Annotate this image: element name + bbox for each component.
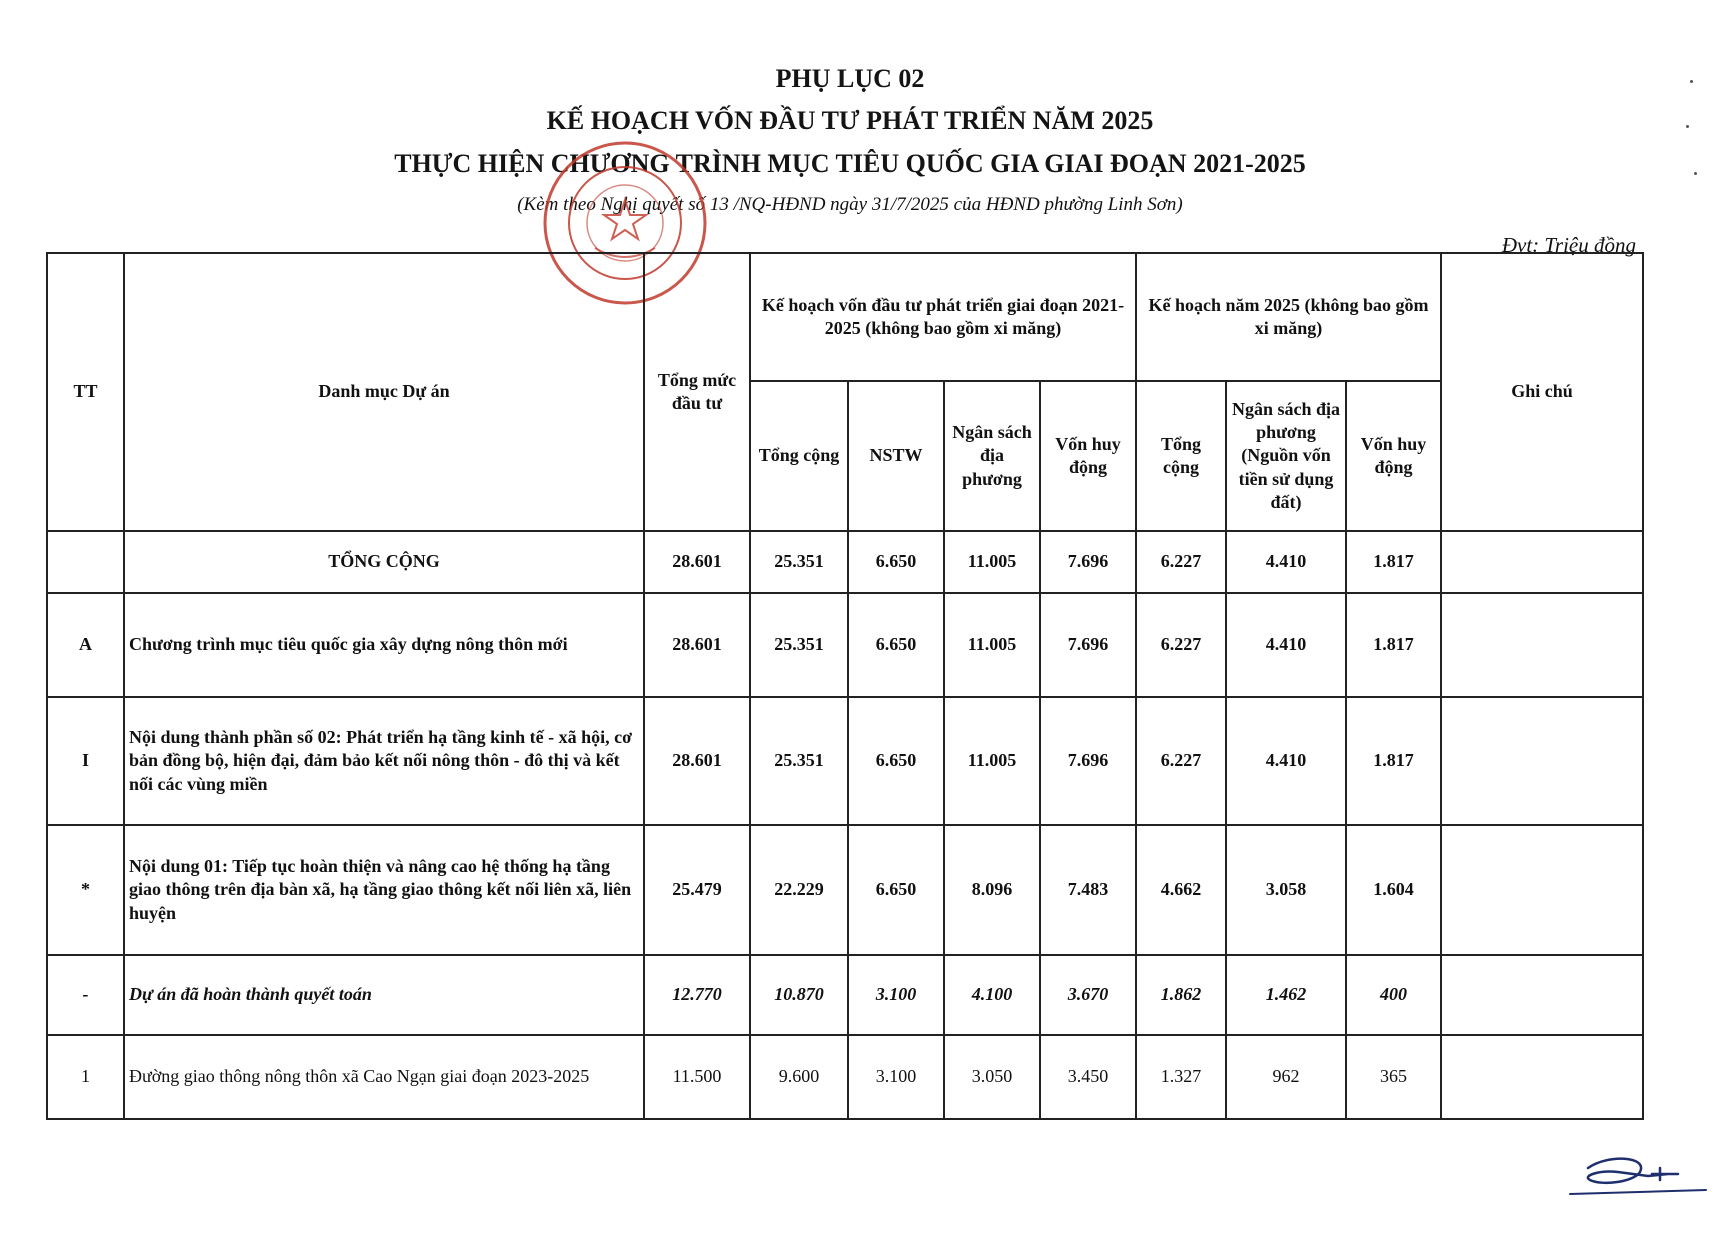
cell-g1-total: 25.351 xyxy=(750,531,848,593)
plan-title: KẾ HOẠCH VỐN ĐẦU TƯ PHÁT TRIỂN NĂM 2025 xyxy=(546,106,1154,135)
cell-g1-nstw: 6.650 xyxy=(848,593,944,697)
table-row-grand-total xyxy=(47,531,1643,593)
cell-note xyxy=(1441,955,1643,1035)
cell-g1-nstw: 3.100 xyxy=(848,955,944,1035)
cell-g1-local: 11.005 xyxy=(944,697,1040,825)
cell-total-investment: 11.500 xyxy=(644,1035,750,1119)
cell-g1-mobilized: 7.696 xyxy=(1040,697,1136,825)
header-g1-mobilized: Vốn huy động xyxy=(1040,381,1136,531)
header-g2-total: Tổng cộng xyxy=(1136,381,1226,531)
cell-tt: 1 xyxy=(47,1035,124,1119)
cell-g1-total: 10.870 xyxy=(750,955,848,1035)
scan-speck xyxy=(1686,125,1689,128)
cell-g1-mobilized: 7.696 xyxy=(1040,531,1136,593)
cell-g1-local: 3.050 xyxy=(944,1035,1040,1119)
cell-g1-nstw: 6.650 xyxy=(848,825,944,955)
header-project-list: Danh mục Dự án xyxy=(124,253,644,531)
table-row xyxy=(47,697,1643,825)
cell-g2-total: 6.227 xyxy=(1136,593,1226,697)
table-row xyxy=(47,955,1643,1035)
header-plan-2025: Kế hoạch năm 2025 (không bao gồm xi măng) xyxy=(1136,253,1441,381)
cell-g2-local: 4.410 xyxy=(1226,697,1346,825)
cell-project-name: Nội dung thành phần số 02: Phát triển hạ tầng kinh tế - xã hội, cơ bản đồng bộ, hiện đại, đảm bảo kết nối nông thôn - đô thị và kết nối các vùng miền xyxy=(124,697,644,825)
program-title: THỰC HIỆN CHƯƠNG TRÌNH MỤC TIÊU QUỐC GIA GIAI ĐOẠN 2021-2025 xyxy=(394,149,1306,178)
cell-total-investment: 25.479 xyxy=(644,825,750,955)
cell-g2-local: 4.410 xyxy=(1226,593,1346,697)
cell-g1-mobilized: 7.483 xyxy=(1040,825,1136,955)
investment-plan-table xyxy=(46,252,1644,1120)
cell-project-name: Đường giao thông nông thôn xã Cao Ngạn giai đoạn 2023-2025 xyxy=(124,1035,644,1119)
scan-speck xyxy=(1690,80,1693,83)
cell-note xyxy=(1441,825,1643,955)
cell-g2-total: 6.227 xyxy=(1136,531,1226,593)
cell-g1-total: 25.351 xyxy=(750,697,848,825)
cell-g2-total: 1.327 xyxy=(1136,1035,1226,1119)
cell-tt: - xyxy=(47,955,124,1035)
cell-g2-mobilized: 1.604 xyxy=(1346,825,1441,955)
cell-note xyxy=(1441,531,1643,593)
cell-note xyxy=(1441,1035,1643,1119)
appendix-title: PHỤ LỤC 02 xyxy=(775,64,925,93)
cell-total-investment: 28.601 xyxy=(644,531,750,593)
header-plan-2021-2025: Kế hoạch vốn đầu tư phát triển giai đoạn 2021-2025 (không bao gồm xi măng) xyxy=(750,253,1136,381)
cell-g2-local: 3.058 xyxy=(1226,825,1346,955)
header-g2-mobilized: Vốn huy động xyxy=(1346,381,1441,531)
header-g1-local-budget: Ngân sách địa phương xyxy=(944,381,1040,531)
table-row xyxy=(47,825,1643,955)
cell-g2-mobilized: 365 xyxy=(1346,1035,1441,1119)
cell-g2-total: 1.862 xyxy=(1136,955,1226,1035)
cell-project-name: Dự án đã hoàn thành quyết toán xyxy=(124,955,644,1035)
resolution-reference: (Kèm theo Nghị quyết số 13 /NQ-HĐND ngày 31/7/2025 của HĐND phường Linh Sơn) xyxy=(517,194,1183,215)
cell-total-investment: 28.601 xyxy=(644,697,750,825)
cell-g2-local: 962 xyxy=(1226,1035,1346,1119)
cell-g1-local: 11.005 xyxy=(944,593,1040,697)
cell-g1-total: 22.229 xyxy=(750,825,848,955)
cell-g2-total: 6.227 xyxy=(1136,697,1226,825)
cell-g1-mobilized: 3.450 xyxy=(1040,1035,1136,1119)
cell-tt xyxy=(47,531,124,593)
table-row xyxy=(47,1035,1643,1119)
cell-project-name: Chương trình mục tiêu quốc gia xây dựng nông thôn mới xyxy=(124,593,644,697)
cell-tt: A xyxy=(47,593,124,697)
cell-g1-local: 4.100 xyxy=(944,955,1040,1035)
cell-total-investment: 28.601 xyxy=(644,593,750,697)
cell-project-name: TỔNG CỘNG xyxy=(124,531,644,593)
cell-g1-nstw: 3.100 xyxy=(848,1035,944,1119)
cell-g1-local: 11.005 xyxy=(944,531,1040,593)
cell-g1-nstw: 6.650 xyxy=(848,697,944,825)
header-g1-total: Tổng cộng xyxy=(750,381,848,531)
cell-tt: * xyxy=(47,825,124,955)
header-note: Ghi chú xyxy=(1441,253,1643,531)
header-g1-nstw: NSTW xyxy=(848,381,944,531)
header-total-investment: Tổng mức đầu tư xyxy=(644,253,750,531)
header-g2-local-budget: Ngân sách địa phương (Nguồn vốn tiền sử dụng đất) xyxy=(1226,381,1346,531)
cell-g2-local: 4.410 xyxy=(1226,531,1346,593)
cell-g1-mobilized: 3.670 xyxy=(1040,955,1136,1035)
scan-speck xyxy=(1694,172,1697,175)
handwritten-signature xyxy=(1568,1150,1708,1200)
cell-g2-mobilized: 1.817 xyxy=(1346,697,1441,825)
header-tt: TT xyxy=(47,253,124,531)
cell-g2-mobilized: 1.817 xyxy=(1346,531,1441,593)
cell-g1-total: 25.351 xyxy=(750,593,848,697)
cell-g1-mobilized: 7.696 xyxy=(1040,593,1136,697)
cell-g1-nstw: 6.650 xyxy=(848,531,944,593)
cell-tt: I xyxy=(47,697,124,825)
table-row xyxy=(47,593,1643,697)
cell-g2-mobilized: 400 xyxy=(1346,955,1441,1035)
cell-g1-total: 9.600 xyxy=(750,1035,848,1119)
unit-label: Đvt: Triệu đồng xyxy=(1501,233,1636,257)
cell-g2-mobilized: 1.817 xyxy=(1346,593,1441,697)
cell-note xyxy=(1441,593,1643,697)
cell-project-name: Nội dung 01: Tiếp tục hoàn thiện và nâng cao hệ thống hạ tầng giao thông trên địa bàn xã, hạ tầng giao thông kết nối liên xã, liên huyện xyxy=(124,825,644,955)
cell-g2-total: 4.662 xyxy=(1136,825,1226,955)
cell-total-investment: 12.770 xyxy=(644,955,750,1035)
cell-g1-local: 8.096 xyxy=(944,825,1040,955)
cell-g2-local: 1.462 xyxy=(1226,955,1346,1035)
cell-note xyxy=(1441,697,1643,825)
